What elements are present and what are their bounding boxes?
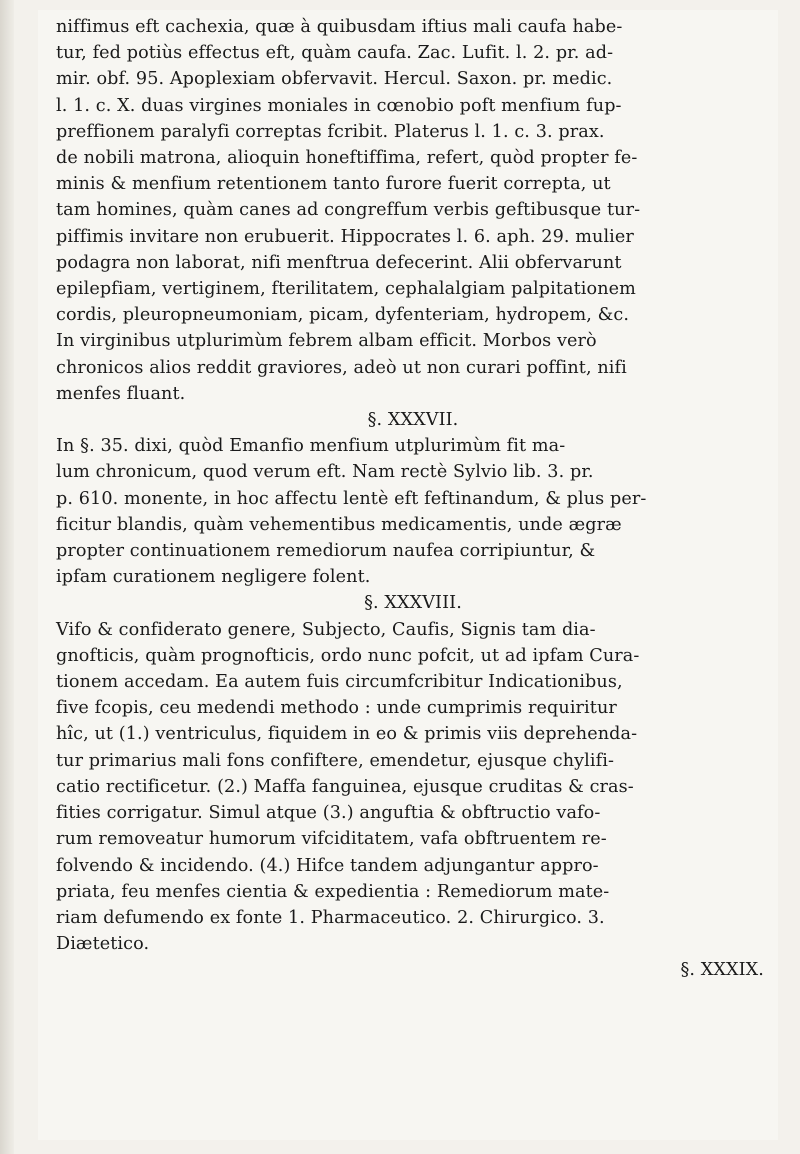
text-line: tur primarius mali fons confiftere, emendetur, ejusque chylifi- — [56, 750, 615, 771]
text-line: priata, feu menfes cientia & expedientia : Remediorum mate- — [56, 881, 610, 902]
text-line: cordis, pleuropneumoniam, picam, dyfenteriam, hydropem, &c. — [56, 305, 630, 326]
text-line: catio rectificetur. (2.) Maffa fanguinea, ejusque cruditas & cras- — [56, 776, 634, 797]
text-line: Vifo & confiderato genere, Subjecto, Caufis, Signis tam dia- — [56, 619, 596, 640]
text-line: fities corrigatur. Simul atque (3.) anguftia & obftructio vafo- — [56, 803, 601, 824]
text-line: minis & menfium retentionem tanto furore fuerit correpta, ut — [56, 174, 611, 195]
text-line: In virginibus utplurimùm febrem albam efficit. Morbos verò — [56, 331, 597, 352]
text-line: epilepfiam, vertiginem, fterilitatem, cephalalgiam palpitationem — [56, 279, 636, 300]
text-line: gnofticis, quàm prognofticis, ordo nunc pofcit, ut ad ipfam Cura- — [56, 645, 640, 666]
text-line: de nobili matrona, alioquin honeftiffima, refert, quòd propter fe- — [56, 148, 638, 169]
text-line: lum chronicum, quod verum eft. Nam rectè Sylvio lib. 3. pr. — [56, 462, 594, 483]
section-heading-37: §. XXXVII. — [367, 410, 459, 431]
text-line: folvendo & incidendo. (4.) Hifce tandem adjungantur appro- — [56, 855, 599, 876]
text-line: tam homines, quàm canes ad congreffum verbis geftibusque tur- — [56, 200, 641, 221]
section-heading-38: §. XXXVIII. — [364, 593, 462, 614]
text-line: tionem accedam. Ea autem fuis circumfcribitur Indicationibus, — [56, 672, 623, 693]
text-line: chronicos alios reddit graviores, adeò ut non curari poffint, nifi — [56, 357, 627, 378]
text-line: menfes fluant. — [56, 383, 186, 404]
text-line: preffionem paralyfi correptas fcribit. Platerus l. 1. c. 3. prax. — [56, 121, 605, 142]
text-line: ipfam curationem negligere folent. — [56, 567, 371, 588]
text-line: In §. 35. dixi, quòd Emanfio menfium utplurimùm fit ma- — [56, 436, 566, 457]
text-line: ficitur blandis, quàm vehementibus medicamentis, unde ægræ — [56, 514, 622, 535]
text-line: propter continuationem remediorum naufea corripiuntur, & — [56, 541, 596, 562]
text-line: riam defumendo ex fonte 1. Pharmaceutico. 2. Chirurgico. 3. — [56, 907, 605, 928]
text-line: p. 610. monente, in hoc affectu lentè eft feftinandum, & plus per- — [56, 488, 647, 509]
text-line: Diætetico. — [56, 934, 150, 955]
text-line: podagra non laborat, nifi menftrua defecerint. Alii obfervarunt — [56, 252, 622, 273]
paragraph-37 — [56, 433, 770, 590]
catchword: §. XXXIX. — [680, 960, 764, 981]
paragraph-continuation — [56, 14, 770, 407]
text-line: hîc, ut (1.) ventriculus, fiquidem in eo & primis viis deprehenda- — [56, 724, 638, 745]
text-line: niffimus eft cachexia, quæ à quibusdam iftius mali caufa habe- — [56, 17, 623, 37]
text-line: rum removeatur humorum vifciditatem, vafa obftruentem re- — [56, 829, 607, 850]
text-line: five fcopis, ceu medendi methodo : unde cumprimis requiritur — [56, 698, 617, 719]
paragraph-38 — [56, 617, 770, 958]
page-edge — [0, 0, 14, 1154]
text-line: mir. obf. 95. Apoplexiam obfervavit. Hercul. Saxon. pr. medic. — [56, 69, 613, 90]
text-line: tur, fed potiùs effectus eft, quàm caufa. Zac. Lufit. l. 2. pr. ad- — [56, 43, 614, 64]
text-line: l. 1. c. X. duas virgines moniales in cœnobio poft menfium fup- — [56, 95, 622, 116]
text-line: piffimis invitare non erubuerit. Hippocrates l. 6. aph. 29. mulier — [56, 226, 634, 247]
document-body — [56, 14, 770, 984]
